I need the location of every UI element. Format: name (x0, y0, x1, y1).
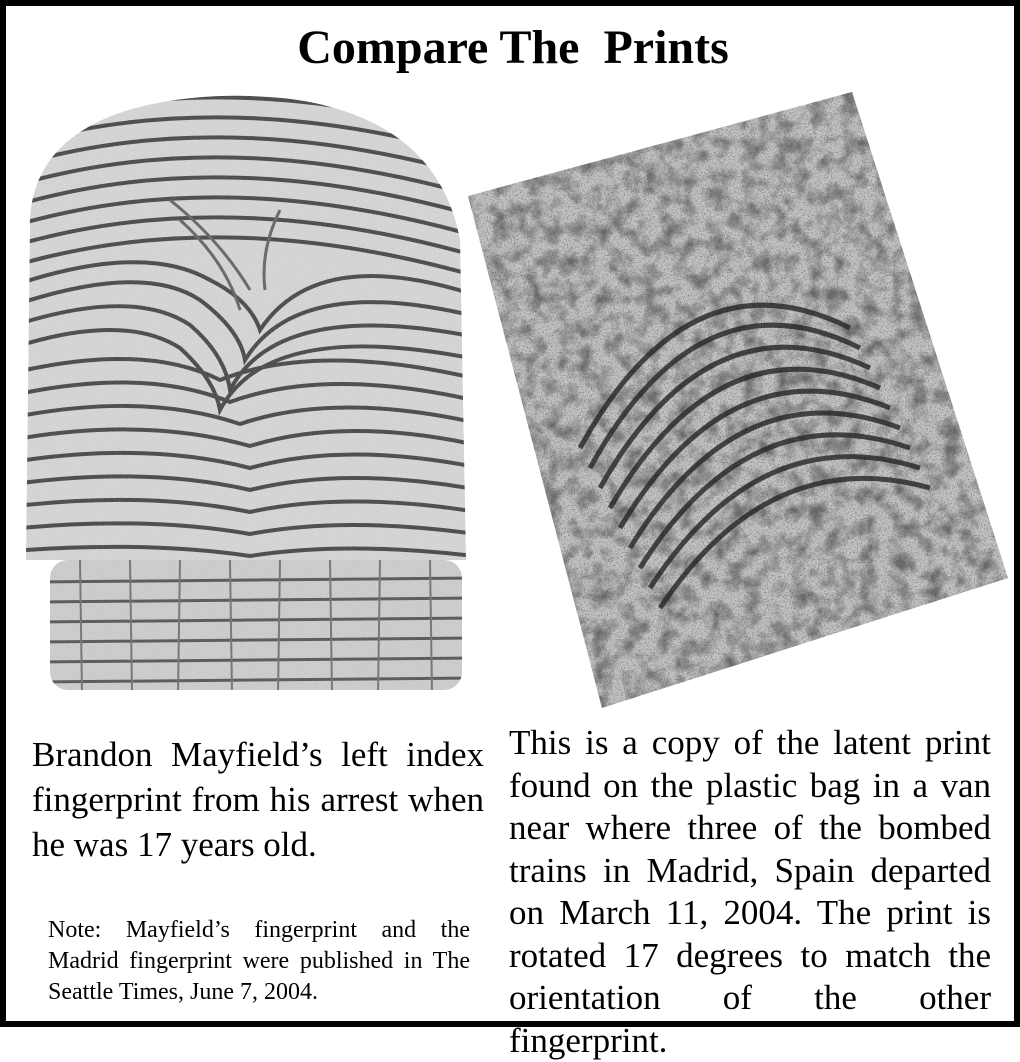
mayfield-caption: Brandon Mayfield’s left index fingerprint from his arrest when he was 17 years old. (32, 735, 484, 864)
source-note: Note: Mayfield’s fingerprint and the Madrid fingerprint were published in The Seattle Times, June 7, 2004. (48, 917, 470, 1005)
mayfield-fingerprint-image (20, 90, 468, 694)
page-title: Compare The Prints (297, 21, 729, 74)
latent-print-caption: This is a copy of the latent print found on the plastic bag in a van near where three of the bombed trains in Madrid, Spain departed on March 11, 2004. The print is rotated 17 degrees to match the orientation of the other fingerprint. (509, 723, 991, 1060)
madrid-latent-print-image (460, 88, 1016, 712)
